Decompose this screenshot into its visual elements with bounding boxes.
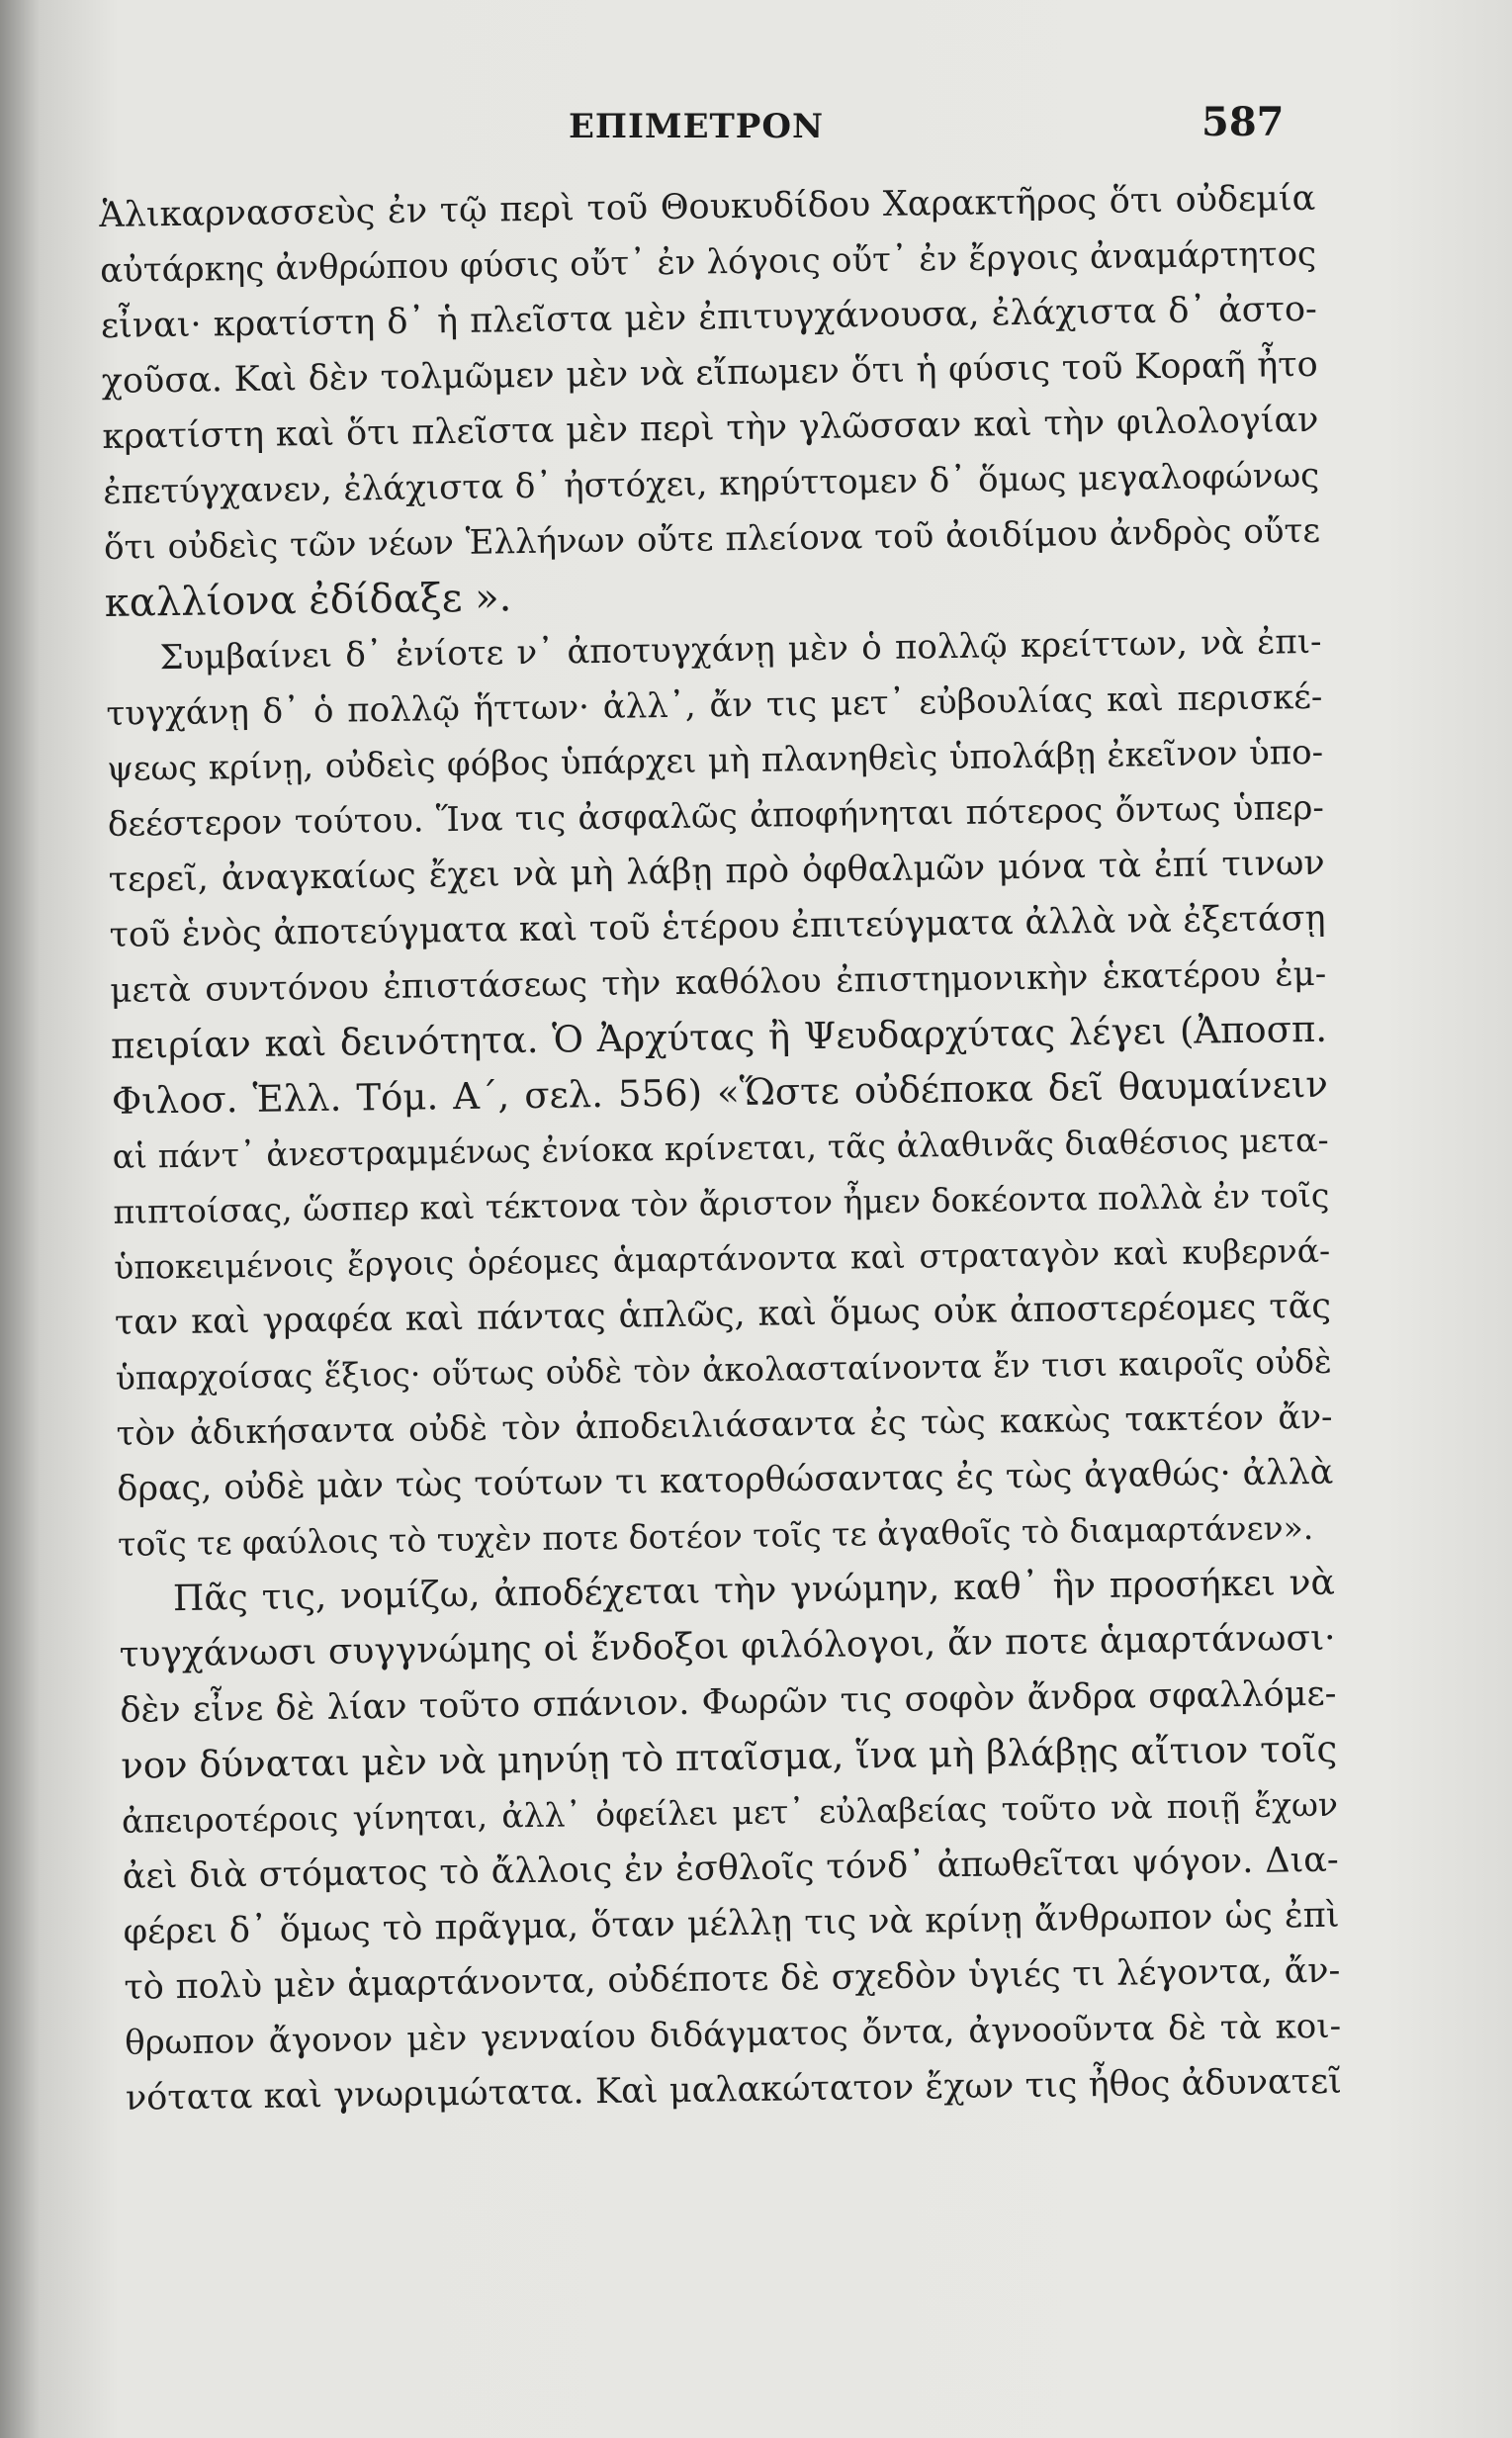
text-line: τυγχάνῃ δ᾽ ὁ πολλῷ ἥττων· ἀλλ᾽, ἄν τις μετ᾽ εὐβουλίας καὶ περισκέ- — [106, 677, 1323, 734]
text-line: δὲν εἶνε δὲ λίαν τοῦτο σπάνιον. Φωρῶν τις σοφὸν ἄνδρα σφαλλόμε- — [120, 1673, 1337, 1731]
running-title: ΕΠΙΜΕΤΡΟΝ — [569, 107, 825, 146]
text-line: χοῦσα. Καὶ δὲν τολμῶμεν μὲν νὰ εἴπωμεν ὅτι ἡ φύσις τοῦ Κοραῆ ἦτο — [101, 344, 1318, 402]
text-line: ταν καὶ γραφέα καὶ πάντας ἁπλῶς, καὶ ὅμως οὐκ ἀποστερέομες τᾶς — [114, 1286, 1332, 1343]
text-line: ἐπετύγχανεν, ἐλάχιστα δ᾽ ἠστόχει, κηρύττομεν δ᾽ ὅμως μεγαλοφώνως — [103, 455, 1320, 512]
text-line: ὑποκειμένοις ἔργοις ὁρέομες ἁμαρτάνοντα καὶ στραταγὸν καὶ κυβερνά- — [113, 1230, 1331, 1287]
text-line: Ἁλικαρνασσεὺς ἐν τῷ περὶ τοῦ Θουκυδίδου Χαρακτῆρος ὅτι οὐδεμία — [99, 178, 1316, 235]
text-line: ὑπαρχοίσας ἕξιος· οὕτως οὐδὲ τὸν ἀκολασταίνοντα ἔν τισι καιροῖς οὐδὲ — [115, 1341, 1332, 1398]
text-line: τὸν ἀδικήσαντα οὐδὲ τὸν ἀποδειλιάσαντα ἐς τὼς κακὼς τακτέον ἄν- — [116, 1397, 1333, 1454]
text-line: τερεῖ, ἀναγκαίως ἔχει νὰ μὴ λάβῃ πρὸ ὀφθαλμῶν μόνα τὰ ἐπί τινων — [108, 843, 1325, 900]
text-line: Φιλοσ. Ἑλλ. Τόμ. Α΄, σελ. 556) «Ὥστε οὐδέποκα δεῖ θαυμαίνειν — [111, 1062, 1329, 1123]
text-line: ἀεὶ διὰ στόματος τὸ ἄλλοις ἐν ἐσθλοῖς τόνδ᾽ ἀπωθεῖται ψόγον. Δια- — [122, 1840, 1340, 1897]
body-text — [99, 171, 1342, 2126]
text-line: καλλίονα ἐδίδαξε ». — [104, 575, 512, 626]
text-line: ψεως κρίνῃ, οὐδεὶς φόβος ὑπάρχει μὴ πλανηθεὶς ὑπολάβῃ ἐκεῖνον ὑπο- — [106, 732, 1324, 789]
text-line: νον δύναται μὲν νὰ μηνύῃ τὸ πταῖσμα, ἵνα μὴ βλάβῃς αἴτιον τοῖς — [120, 1727, 1338, 1787]
text-line: αἱ πάντ᾽ ἀνεστραμμένως ἐνίοκα κρίνεται, τᾶς ἀλαθινᾶς διαθέσιος μετα- — [112, 1120, 1329, 1176]
text-line: δεέστερον τούτου. Ἵνα τις ἀσφαλῶς ἀποφήνηται πότερος ὄντως ὑπερ- — [107, 787, 1325, 845]
text-line: πιπτοίσας, ὥσπερ καὶ τέκτονα τὸν ἄριστον ἦμεν δοκέοντα πολλὰ ἐν τοῖς — [113, 1175, 1330, 1231]
text-line: μετὰ συντόνου ἐπιστάσεως τὴν καθόλου ἐπιστημονικὴν ἑκατέρου ἐμ- — [110, 953, 1327, 1011]
text-line: ὅτι οὐδεὶς τῶν νέων Ἑλλήνων οὔτε πλείονα τοῦ ἀοιδίμου ἀνδρὸς οὔτε — [103, 510, 1321, 568]
text-line: τοῖς τε φαύλοις τὸ τυχὲν ποτε δοτέον τοῖς τε ἀγαθοῖς τὸ διαμαρτάνεν». — [117, 1507, 1314, 1564]
page-number: 587 — [1201, 99, 1285, 145]
text-line: νότατα καὶ γνωριμώτατα. Καὶ μαλακώτατον ἔχων τις ἦθος ἀδυνατεῖ — [125, 2061, 1343, 2119]
text-line: δρας, οὐδὲ μὰν τὼς τούτων τι κατορθώσαντας ἐς τὼς ἀγαθώς· ἀλλὰ — [117, 1452, 1334, 1509]
text-line: τυγχάνωσι συγγνώμης οἱ ἔνδοξοι φιλόλογοι, ἄν ποτε ἁμαρτάνωσι· — [119, 1617, 1336, 1675]
page-header — [99, 99, 1286, 158]
text-line: ἀπειροτέροις γίνηται, ἀλλ᾽ ὀφείλει μετ᾽ εὐλαβείας τοῦτο νὰ ποιῇ ἔχων — [121, 1784, 1339, 1841]
paragraph-start-line: Συμβαίνει δ᾽ ἐνίοτε ν᾽ ἀποτυγχάνῃ μὲν ὁ πολλῷ κρείττων, νὰ ἐπι- — [159, 621, 1322, 678]
text-line: κρατίστη καὶ ὅτι πλεῖστα μὲν περὶ τὴν γλῶσσαν καὶ τὴν φιλολογίαν — [102, 400, 1319, 457]
text-line: θρωπον ἄγονον μὲν γενναίου διδάγματος ὄντα, ἀγνοοῦντα δὲ τὰ κοι- — [124, 2006, 1342, 2063]
text-line: εἶναι· κρατίστη δ᾽ ἡ πλεῖστα μὲν ἐπιτυγχάνουσα, ἐλάχιστα δ᾽ ἀστο- — [100, 289, 1318, 346]
text-line: πειρίαν καὶ δεινότητα. Ὁ Ἀρχύτας ἢ Ψευδαρχύτας λέγει (Ἀποσπ. — [110, 1007, 1328, 1067]
paragraph-start-line: Πᾶς τις, νομίζω, ἀποδέχεται τὴν γνώμην, καθ᾽ ἣν προσήκει νὰ — [172, 1562, 1336, 1620]
text-line: τοῦ ἑνὸς ἀποτεύγματα καὶ τοῦ ἑτέρου ἐπιτεύγματα ἀλλὰ νὰ ἐξετάσῃ — [109, 898, 1326, 955]
text-line: τὸ πολὺ μὲν ἁμαρτάνοντα, οὐδέποτε δὲ σχεδὸν ὑγιές τι λέγοντα, ἄν- — [124, 1950, 1341, 2008]
text-line: αὐτάρκης ἀνθρώπου φύσις οὔτ᾽ ἐν λόγοις οὔτ᾽ ἐν ἔργοις ἀναμάρτητος — [99, 233, 1317, 291]
text-line: φέρει δ᾽ ὅμως τὸ πρᾶγμα, ὅταν μέλλῃ τις νὰ κρίνῃ ἄνθρωπον ὡς ἐπὶ — [123, 1895, 1340, 1952]
